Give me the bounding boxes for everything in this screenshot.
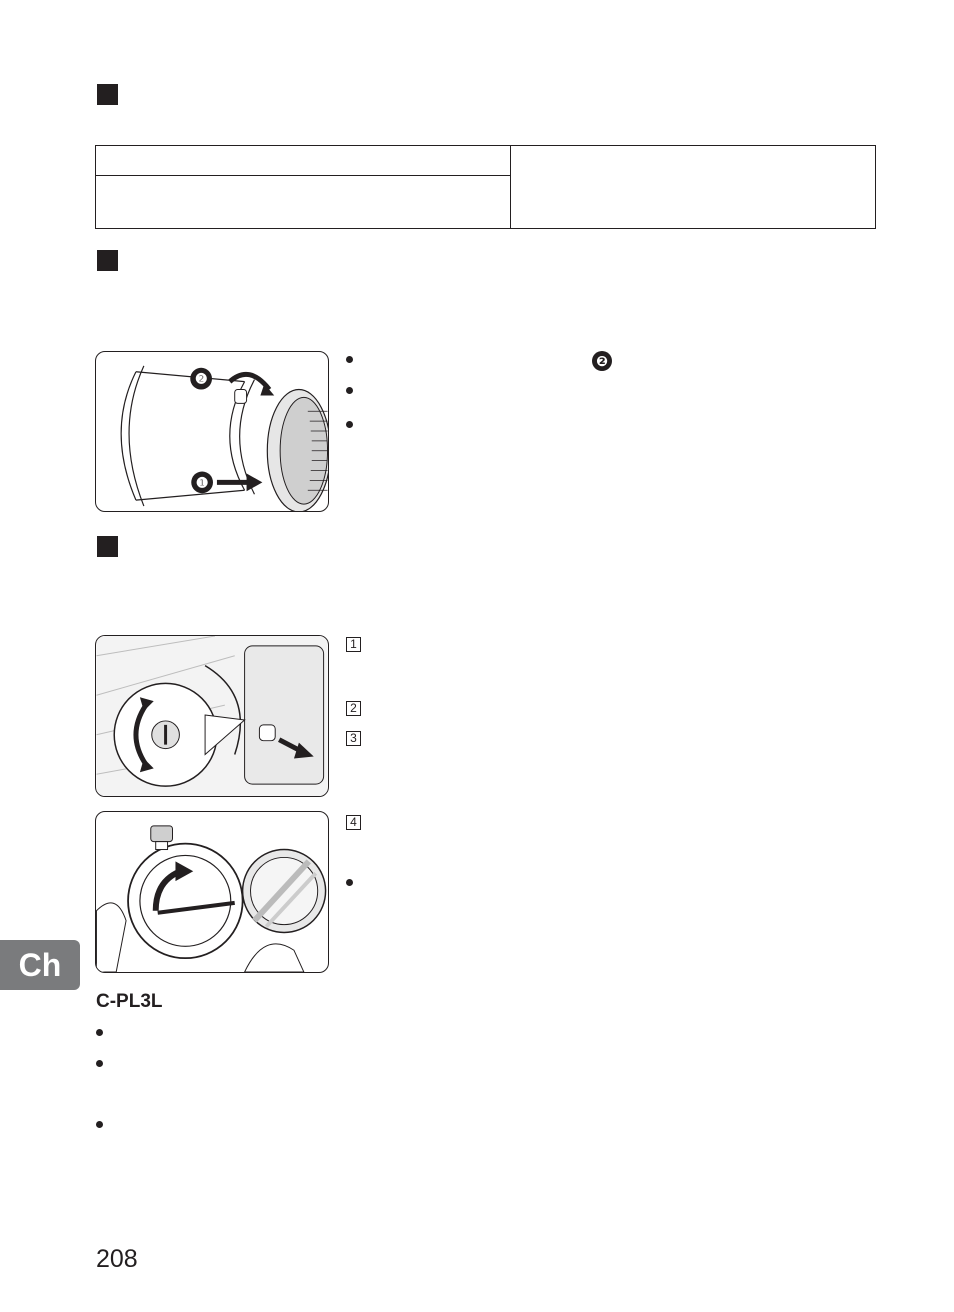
table-cell bbox=[96, 146, 511, 176]
filter-replacement-illustration bbox=[96, 812, 328, 972]
bullet-point bbox=[346, 879, 353, 886]
bullet-point bbox=[346, 356, 353, 363]
bullet-point bbox=[346, 387, 353, 394]
figure-filter-removal bbox=[95, 635, 329, 797]
filter-mount-illustration bbox=[96, 352, 328, 511]
section-marker-square bbox=[97, 84, 118, 105]
bullet-point bbox=[96, 1060, 103, 1067]
step-number-1: 1 bbox=[346, 637, 361, 652]
model-heading: C-PL3L bbox=[96, 991, 163, 1012]
bullet-point bbox=[346, 421, 353, 428]
section-marker-square bbox=[97, 536, 118, 557]
step-number-4: 4 bbox=[346, 815, 361, 830]
bullet-point bbox=[96, 1121, 103, 1128]
figure-filter-mount bbox=[95, 351, 329, 512]
filter-removal-illustration bbox=[96, 636, 328, 796]
page-number: 208 bbox=[96, 1245, 138, 1273]
callout-1: ❶ bbox=[195, 474, 209, 491]
figure-filter-replacement bbox=[95, 811, 329, 973]
table-cell bbox=[96, 176, 511, 229]
step-number-3: 3 bbox=[346, 731, 361, 746]
inline-marker-2: ❷ bbox=[592, 351, 612, 371]
table-cell bbox=[511, 146, 876, 229]
spec-table bbox=[95, 145, 876, 229]
step-number-2: 2 bbox=[346, 701, 361, 716]
bullet-point bbox=[96, 1029, 103, 1036]
callout-2: ❷ bbox=[194, 370, 208, 387]
section-marker-square bbox=[97, 250, 118, 271]
language-tab: Ch bbox=[0, 940, 80, 990]
